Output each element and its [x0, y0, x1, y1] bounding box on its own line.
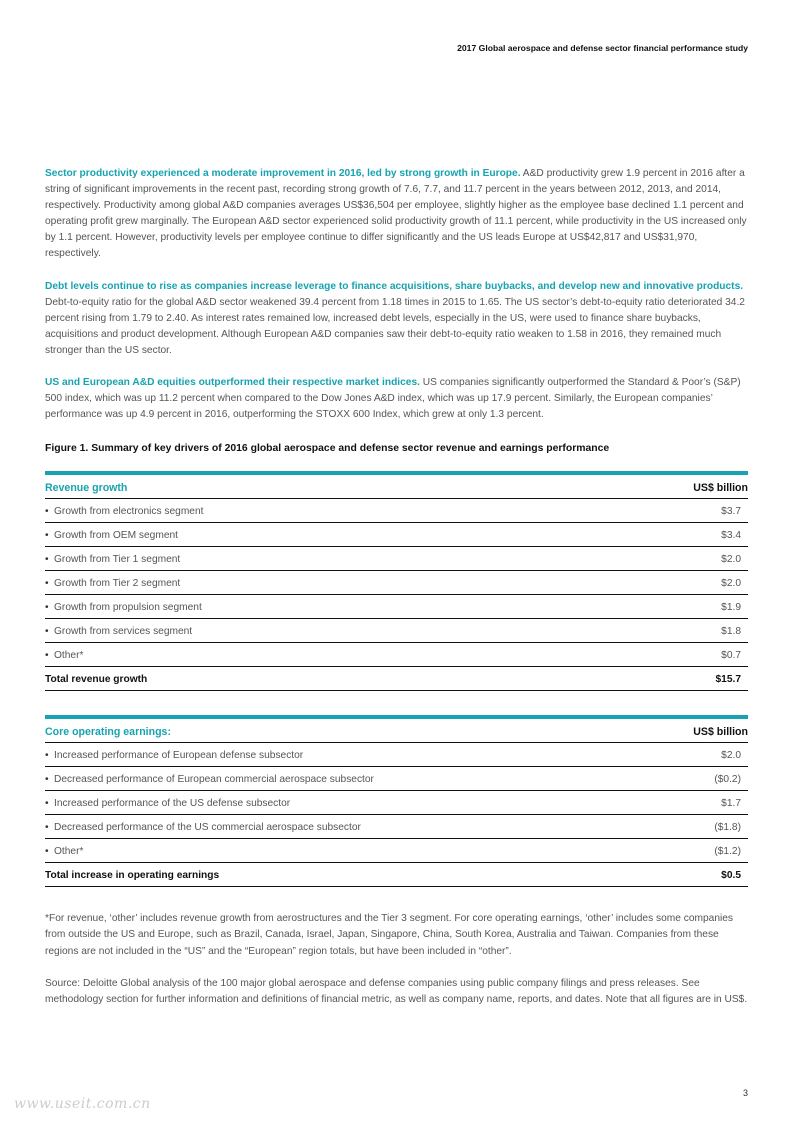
paragraph-body: A&D productivity grew 1.9 percent in 2016 after a string of significant improvements in the recent past, recording strong growth of 7.6, 7.7, and 11.7 percent in the years between 2012, 2013, and 2014, respectively. Productivity among global A&D companies averages US$36,504 per employee, slightly higher as the employee base declined 1.1 percent and operating profit grew marginally. The European A&D sector experienced solid productivity growth of 11.1 percent, while productivity in the US increased only by 1.1 percent. However, productivity levels per employee continue to differ significantly and the US leads Europe at US$42,817 and US$31,970, respectively.: [45, 168, 747, 260]
row-value: ($1.2): [648, 839, 748, 863]
table-row: [45, 571, 748, 595]
row-value: ($1.8): [648, 815, 748, 839]
total-label: Total increase in operating earnings: [45, 863, 648, 887]
bullet-icon: •: [45, 773, 49, 785]
row-label: Increased performance of European defense subsector: [54, 749, 304, 761]
row-value: ($0.2): [648, 767, 748, 791]
bullet-icon: •: [45, 601, 49, 613]
row-value: $1.7: [648, 791, 748, 815]
row-value: $3.7: [567, 499, 748, 523]
row-value: $3.4: [567, 523, 748, 547]
table-row: [45, 619, 748, 643]
bullet-icon: •: [45, 749, 49, 761]
bullet-icon: •: [45, 577, 49, 589]
total-value: $15.7: [567, 667, 748, 691]
paragraph-debt: [45, 279, 750, 359]
table-header-row: [45, 473, 748, 499]
table-total-row: [45, 863, 748, 887]
table-header-row: [45, 717, 748, 743]
bullet-icon: •: [45, 649, 49, 661]
paragraph-productivity: [45, 166, 750, 263]
bullet-icon: •: [45, 529, 49, 541]
row-label: Growth from OEM segment: [54, 529, 178, 541]
running-header: 2017 Global aerospace and defense sector financial performance study: [457, 43, 748, 53]
bullet-icon: •: [45, 505, 49, 517]
row-label: Decreased performance of European commercial aerospace subsector: [54, 773, 374, 785]
row-value: $2.0: [648, 743, 748, 767]
paragraph-equities: [45, 375, 750, 423]
page-content: [45, 166, 750, 1024]
row-label: Decreased performance of the US commercial aerospace subsector: [54, 821, 361, 833]
figure-title: Figure 1. Summary of key drivers of 2016 global aerospace and defense sector revenue and earnings performance: [45, 443, 610, 455]
source-note: Source: Deloitte Global analysis of the 100 major global aerospace and defense companies using public company filings and press releases. See methodology section for further information and definitions of financial metric, as well as company name, reports, and dates. Note that all figures are in US$.: [45, 977, 748, 1005]
row-value: $1.9: [567, 595, 748, 619]
bullet-icon: •: [45, 845, 49, 857]
row-value: $0.7: [567, 643, 748, 667]
table-row: [45, 523, 748, 547]
row-label: Other*: [54, 845, 84, 857]
page-number: 3: [742, 1088, 748, 1098]
table-header-label: Revenue growth: [45, 473, 567, 499]
footnote: *For revenue, ‘other’ includes revenue growth from aerostructures and the Tier 3 segment. For core operating earnings, ‘other’ includes some companies from outside the US and Europe, such as Brazil, Canada, Israel, Japan, Singapore, China, South Korea, Australia and Taiwan. Companies from these regions are not included in the “US” and the “European” region totals, but have been included in “other”.: [45, 913, 734, 957]
paragraph-body: US companies significantly outperformed the Standard & Poor’s (S&P) 500 index, which was up 11.2 percent when compared to the Dow Jones A&D index, which was up 17.9 percent. Similarly, the European companies’ performance was up 4.9 percent in 2016, outperforming the STOXX 600 Index, which grew at only 1.3 percent.: [45, 377, 741, 421]
bullet-icon: •: [45, 625, 49, 637]
table-header-label: Core operating earnings:: [45, 717, 648, 743]
table-row: [45, 743, 748, 767]
row-label: Growth from Tier 2 segment: [54, 577, 181, 589]
row-value: $2.0: [567, 571, 748, 595]
table-row: [45, 499, 748, 523]
revenue-growth-table: [45, 471, 748, 691]
row-label: Growth from propulsion segment: [54, 601, 202, 613]
row-label: Growth from Tier 1 segment: [54, 553, 181, 565]
bullet-icon: •: [45, 821, 49, 833]
watermark: www.useit.com.cn: [14, 1096, 151, 1112]
row-label: Growth from services segment: [54, 625, 193, 637]
table-header-unit: US$ billion: [648, 717, 748, 743]
table-total-row: [45, 667, 748, 691]
paragraph-lead: Debt levels continue to rise as companies increase leverage to finance acquisitions, share buybacks, and develop new and innovative products.: [45, 280, 744, 292]
bullet-icon: •: [45, 553, 49, 565]
bullet-icon: •: [45, 797, 49, 809]
total-label: Total revenue growth: [45, 667, 567, 691]
table-row: [45, 595, 748, 619]
paragraph-lead: Sector productivity experienced a moderate improvement in 2016, led by strong growth in Europe.: [45, 168, 521, 179]
row-label: Growth from electronics segment: [54, 505, 204, 517]
row-value: $2.0: [567, 547, 748, 571]
row-value: $1.8: [567, 619, 748, 643]
row-label: Other*: [54, 649, 84, 661]
row-label: Increased performance of the US defense subsector: [54, 797, 291, 809]
table-header-unit: US$ billion: [567, 473, 748, 499]
table-row: [45, 767, 748, 791]
table-row: [45, 791, 748, 815]
table-row: [45, 839, 748, 863]
paragraph-lead: US and European A&D equities outperformed their respective market indices.: [45, 377, 420, 389]
total-value: $0.5: [648, 863, 748, 887]
table-row: [45, 643, 748, 667]
table-row: [45, 547, 748, 571]
paragraph-body: Debt-to-equity ratio for the global A&D sector weakened 39.4 percent from 1.18 times in 2015 to 1.65. The US sector’s debt-to-equity ratio deteriorated 34.2 percent rising from 1.79 to 2.40. As interest rates remained low, increased debt levels, especially in the US, were used to finance share buybacks, acquisitions and product development. Although European A&D companies saw their debt-to-equity ratio weaken to 1.58 in 2016, they remained much stronger than the US sector.: [45, 296, 745, 356]
core-operating-earnings-table: [45, 715, 748, 887]
table-row: [45, 815, 748, 839]
